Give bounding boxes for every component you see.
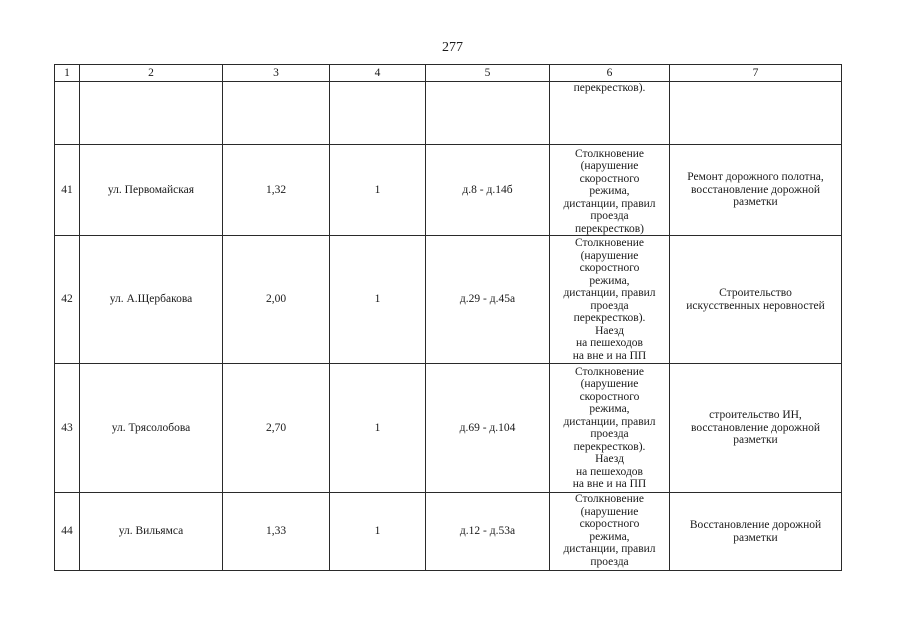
measures-cell: Восстановление дорожной разметки [670,493,842,571]
length-cell: 2,70 [223,364,330,493]
section-cell: д.12 - д.53а [426,493,550,571]
header-cell: 6 [550,65,670,82]
data-table [54,64,842,571]
street-cell: ул. Первомайская [80,145,223,236]
section-cell: д.69 - д.104 [426,364,550,493]
cause-cell: перекрестков). [550,82,670,145]
measures-cell: Ремонт дорожного полотна, восстановление дорожной разметки [670,145,842,236]
count-cell [330,82,426,145]
length-cell [223,82,330,145]
table-row [55,236,842,364]
table-row [55,493,842,571]
count-cell: 1 [330,236,426,364]
header-cell: 2 [80,65,223,82]
count-cell: 1 [330,493,426,571]
street-cell: ул. Вильямса [80,493,223,571]
section-cell: д.29 - д.45а [426,236,550,364]
section-cell: д.8 - д.14б [426,145,550,236]
page-number: 277 [442,40,463,55]
cause-cell: Столкновение (нарушение скоростного режима, дистанции, правил проезда [550,493,670,571]
cause-cell: Столкновение (нарушение скоростного режима, дистанции, правил проезда перекрестков). Наезд на пешеходов на вне и на ПП [550,364,670,493]
header-cell: 4 [330,65,426,82]
header-cell: 3 [223,65,330,82]
length-cell: 1,32 [223,145,330,236]
table-row [55,364,842,493]
count-cell: 1 [330,364,426,493]
num-cell: 42 [55,236,80,364]
measures-cell: Строительство искусственных неровностей [670,236,842,364]
header-cell: 5 [426,65,550,82]
num-cell: 41 [55,145,80,236]
cause-cell: Столкновение (нарушение скоростного режима, дистанции, правил проезда перекрестков) [550,145,670,236]
count-cell: 1 [330,145,426,236]
section-cell [426,82,550,145]
continuation-row [55,82,842,145]
header-row [55,65,842,82]
street-cell: ул. Трясолобова [80,364,223,493]
measures-cell [670,82,842,145]
num-cell: 44 [55,493,80,571]
header-cell: 1 [55,65,80,82]
num-cell: 43 [55,364,80,493]
cause-cell: Столкновение (нарушение скоростного режима, дистанции, правил проезда перекрестков). Наезд на пешеходов на вне и на ПП [550,236,670,364]
table-row [55,145,842,236]
length-cell: 1,33 [223,493,330,571]
measures-cell: строительство ИН, восстановление дорожной разметки [670,364,842,493]
header-cell: 7 [670,65,842,82]
length-cell: 2,00 [223,236,330,364]
num-cell [55,82,80,145]
street-cell [80,82,223,145]
street-cell: ул. А.Щербакова [80,236,223,364]
